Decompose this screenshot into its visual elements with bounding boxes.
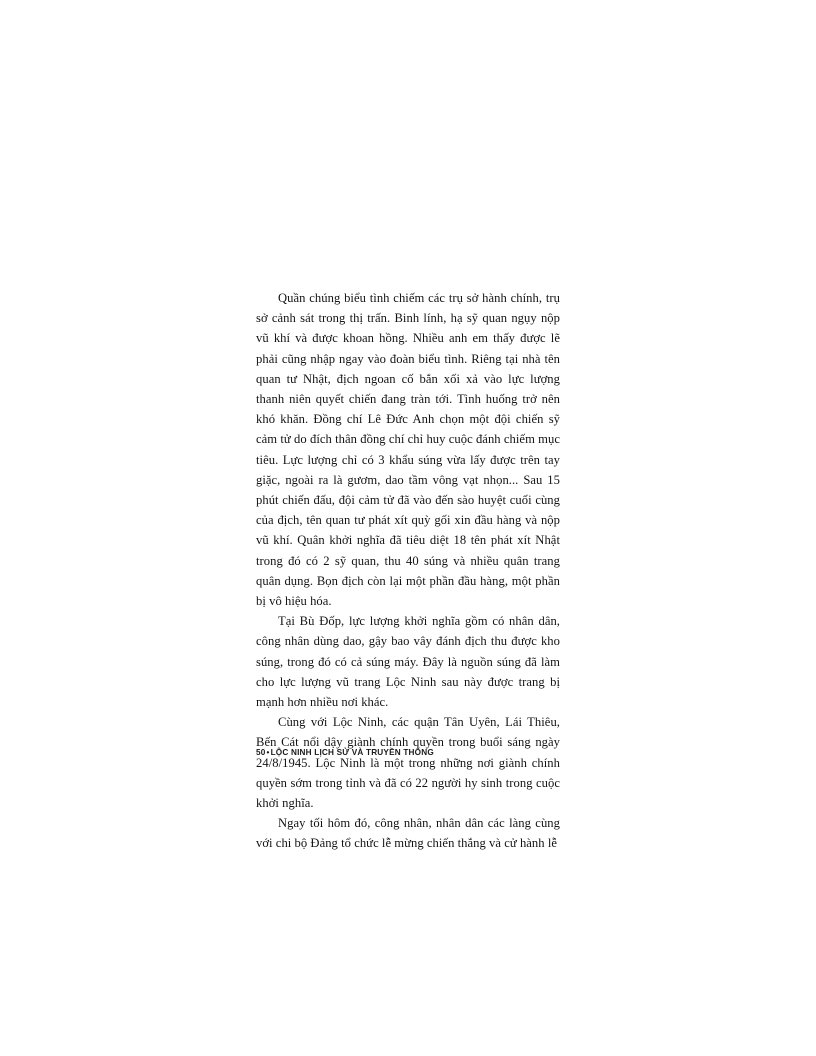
body-paragraph-3: Cùng với Lộc Ninh, các quận Tân Uyên, Lái Thiêu, Bến Cát nổi dậy giành chính quyền trong buổi sáng ngày 24/8/1945. Lộc Ninh là một trong những nơi giành chính quyền sớm trong tỉnh và đã có 22 người hy sinh trong cuộc khởi nghĩa. [256, 715, 560, 811]
page-number: 50 [256, 748, 266, 757]
body-paragraph-1: Quần chúng biểu tình chiếm các trụ sở hành chính, trụ sở cảnh sát trong thị trấn. Binh lính, hạ sỹ quan ngụy nộp vũ khí và được khoan hồng. Nhiều anh em thấy được lẽ phải cũng nhập ngay vào đoàn biểu tình. Riêng tại nhà tên quan tư Nhật, địch ngoan cố bắn xối xả vào lực lượng thanh niên quyết chiến đang tràn tới. Tình huống trở nên khó khăn. Đồng chí Lê Đức Anh chọn một đội chiến sỹ cảm tử do đích thân đồng chí chỉ huy cuộc đánh chiếm mục tiêu. Lực lượng chỉ có 3 khẩu súng vừa lấy được trên tay giặc, ngoài ra là gươm, dao tầm vông vạt nhọn... Sau 15 phút chiến đấu, đội cảm tử đã vào đến sào huyệt cuối cùng của địch, tên quan tư phát xít quỳ gối xin đầu hàng và nộp vũ khí. Quân khởi nghĩa đã tiêu diệt 18 tên phát xít Nhật trong đó có 2 sỹ quan, thu 40 súng và nhiều quân trang quân dụng. Bọn địch còn lại một phần đầu hàng, một phần bị vô hiệu hóa. [256, 291, 560, 609]
footer-bullet-separator: • [266, 748, 270, 757]
body-paragraph-2: Tại Bù Đốp, lực lượng khởi nghĩa gồm có nhân dân, công nhân dùng dao, gậy bao vây đánh địch thu được kho súng, trong đó có cả súng máy. Đây là nguồn súng đã làm cho lực lượng vũ trang Lộc Ninh sau này được trang bị mạnh hơn nhiều nơi khác. [256, 614, 560, 710]
body-text-column [256, 288, 560, 854]
page-footer [256, 748, 616, 757]
body-paragraph-4: Ngay tối hôm đó, công nhân, nhân dân các làng cùng với chi bộ Đảng tổ chức lễ mừng chiến thắng và cử hành lễ [256, 816, 560, 851]
footer-book-title: LỘC NINH LỊCH SỬ VÀ TRUYỀN THỐNG [270, 748, 434, 757]
